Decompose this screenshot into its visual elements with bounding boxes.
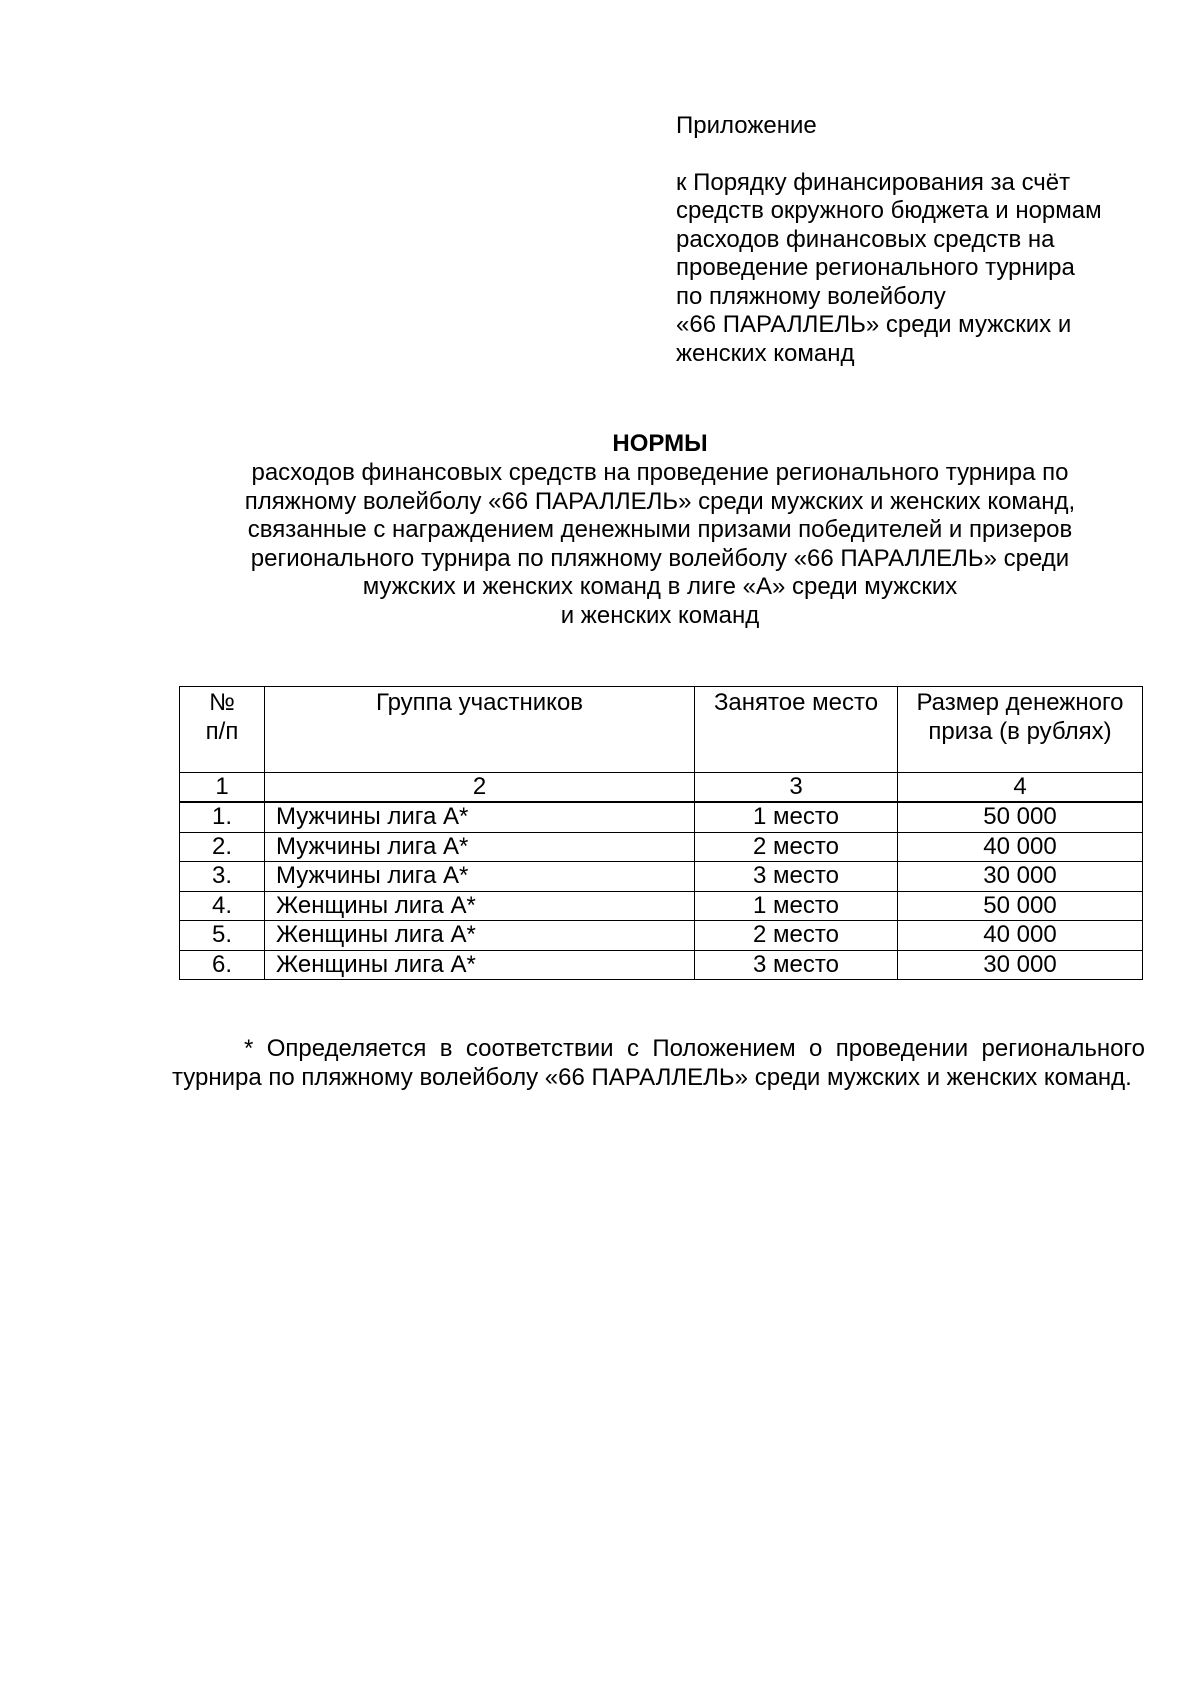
appendix-line: по пляжному волейболу: [676, 282, 946, 310]
appendix-line: к Порядку финансирования за счёт: [676, 168, 1071, 196]
row-number: 4.: [180, 891, 265, 921]
appendix-line: «66 ПАРАЛЛЕЛЬ» среди мужских и: [676, 311, 1072, 338]
appendix-line: средств окружного бюджета и нормам: [676, 197, 1102, 224]
column-number: 4: [898, 773, 1143, 803]
row-prize: 40 000: [898, 832, 1143, 862]
row-place: 1 место: [695, 802, 898, 832]
appendix-block: [676, 112, 1176, 368]
column-number: 1: [180, 773, 265, 803]
appendix-line: женских команд: [676, 339, 855, 367]
footnote: * Определяется в соответствии с Положением о проведении регионального турнира по пляжному волейболу «66 ПАРАЛЛЕЛЬ» среди мужских и женских команд.: [172, 1035, 1145, 1091]
table-row: [180, 832, 1143, 862]
row-place: 3 место: [695, 862, 898, 892]
subtitle-line: расходов финансовых средств на проведение регионального турнира по: [251, 459, 1069, 486]
appendix-reference: [676, 169, 1176, 369]
column-number: 2: [265, 773, 695, 803]
row-group: Мужчины лига А*: [265, 862, 695, 892]
column-number-row: [180, 773, 1143, 803]
header-number-label: № п/п: [205, 689, 239, 745]
table-row: [180, 950, 1143, 980]
table-row: [180, 802, 1143, 832]
row-place: 2 место: [695, 832, 898, 862]
row-prize: 40 000: [898, 921, 1143, 951]
header-prize: Размер денежного приза (в рублях): [898, 687, 1143, 773]
appendix-line: проведение регионального турнира: [676, 254, 1075, 281]
subtitle-line: связанные с награждением денежными призами победителей и призеров: [247, 516, 1073, 543]
row-number: 5.: [180, 921, 265, 951]
subtitle-line: мужских и женских команд в лиге «А» среди мужских: [362, 573, 958, 600]
column-number: 3: [695, 773, 898, 803]
subtitle-line: регионального турнира по пляжному волейболу «66 ПАРАЛЛЕЛЬ» среди: [250, 544, 1070, 572]
row-place: 1 место: [695, 891, 898, 921]
header-number: [180, 687, 265, 773]
row-prize: 50 000: [898, 891, 1143, 921]
table-row: [180, 921, 1143, 951]
row-place: 2 место: [695, 921, 898, 951]
row-group: Женщины лига А*: [265, 891, 695, 921]
header-place: Занятое место: [695, 687, 898, 773]
row-prize: 30 000: [898, 950, 1143, 980]
table-header-row: [180, 687, 1143, 773]
row-number: 3.: [180, 862, 265, 892]
row-number: 6.: [180, 950, 265, 980]
row-group: Мужчины лига А*: [265, 802, 695, 832]
appendix-title: Приложение: [676, 112, 817, 139]
table-row: [180, 891, 1143, 921]
prize-table: [179, 686, 1143, 980]
row-number: 2.: [180, 832, 265, 862]
row-group: Мужчины лига А*: [265, 832, 695, 862]
document-title: НОРМЫ: [612, 430, 708, 457]
header-group: Группа участников: [265, 687, 695, 773]
row-prize: 30 000: [898, 862, 1143, 892]
row-number: 1.: [180, 802, 265, 832]
appendix-line: расходов финансовых средств на: [676, 225, 1055, 253]
subtitle-line: пляжному волейболу «66 ПАРАЛЛЕЛЬ» среди мужских и женских команд,: [244, 487, 1076, 515]
row-prize: 50 000: [898, 802, 1143, 832]
row-group: Женщины лига А*: [265, 950, 695, 980]
document-subtitle: [180, 459, 1140, 630]
row-group: Женщины лига А*: [265, 921, 695, 951]
row-place: 3 место: [695, 950, 898, 980]
subtitle-line: и женских команд: [560, 601, 760, 629]
table-row: [180, 862, 1143, 892]
